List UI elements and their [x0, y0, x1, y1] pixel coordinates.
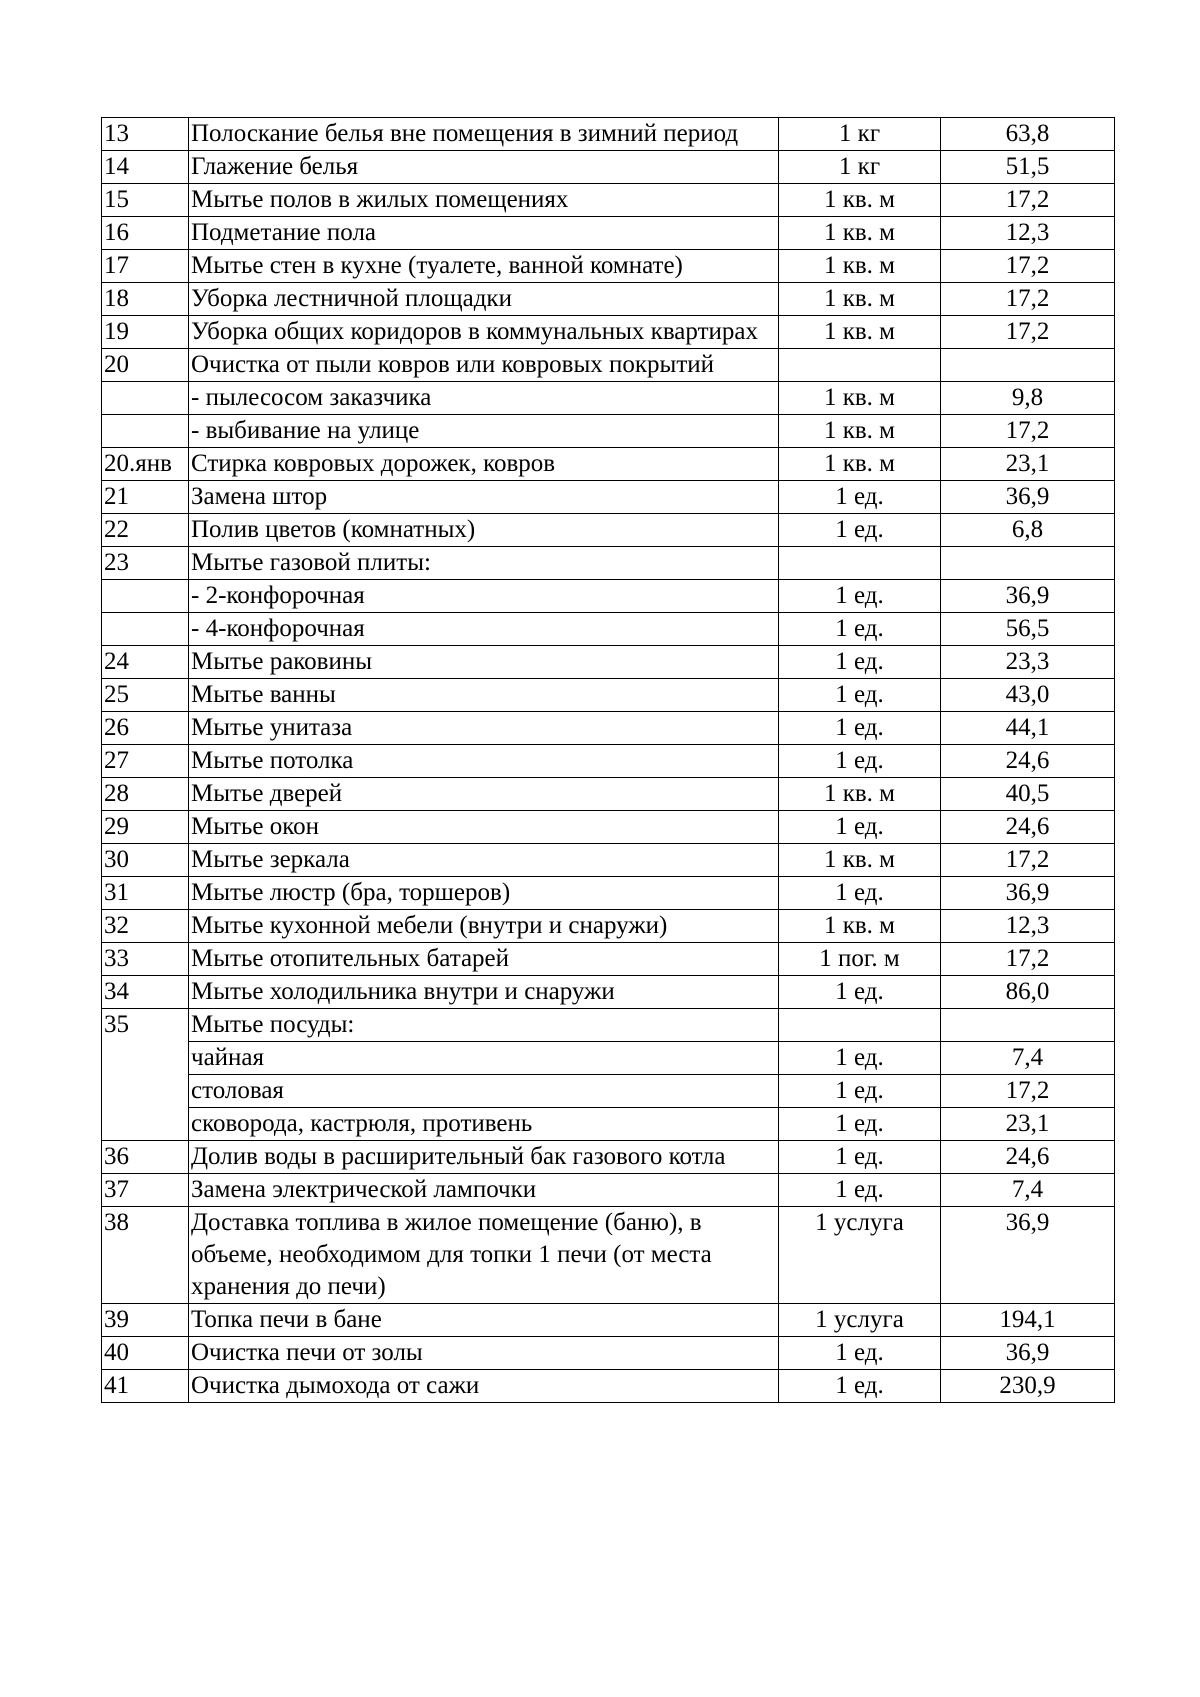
table-row [102, 1370, 1115, 1403]
unit-of-measure: 1 ед. [779, 1141, 941, 1174]
table-row [102, 910, 1115, 943]
unit-of-measure: 1 кв. м [779, 217, 941, 250]
table-row [102, 448, 1115, 481]
table-row [102, 514, 1115, 547]
table-row [102, 382, 1115, 415]
table-row [102, 118, 1115, 151]
price-value: 12,3 [941, 910, 1115, 943]
price-value: 17,2 [941, 415, 1115, 448]
price-value: 44,1 [941, 712, 1115, 745]
unit-of-measure: 1 кв. м [779, 184, 941, 217]
price-value: 17,2 [941, 844, 1115, 877]
unit-of-measure: 1 кг [779, 118, 941, 151]
price-value: 17,2 [941, 250, 1115, 283]
price-value: 86,0 [941, 976, 1115, 1009]
service-name: Топка печи в бане [189, 1304, 779, 1337]
unit-of-measure: 1 кв. м [779, 283, 941, 316]
service-name: - пылесосом заказчика [189, 382, 779, 415]
price-value: 17,2 [941, 184, 1115, 217]
service-name: Мытье зеркала [189, 844, 779, 877]
table-row [102, 1141, 1115, 1174]
table-row [102, 943, 1115, 976]
unit-of-measure [779, 547, 941, 580]
table-row [102, 679, 1115, 712]
unit-of-measure: 1 ед. [779, 1370, 941, 1403]
row-number: 32 [102, 910, 189, 943]
table-row [102, 1207, 1115, 1304]
service-name: - 4-конфорочная [189, 613, 779, 646]
unit-of-measure: 1 ед. [779, 646, 941, 679]
table-body [102, 118, 1115, 1403]
price-value: 7,4 [941, 1042, 1115, 1075]
price-value: 36,9 [941, 1207, 1115, 1304]
unit-of-measure: 1 кв. м [779, 778, 941, 811]
row-number: 41 [102, 1370, 189, 1403]
price-value: 17,2 [941, 316, 1115, 349]
service-name: столовая [189, 1075, 779, 1108]
price-value: 36,9 [941, 580, 1115, 613]
unit-of-measure: 1 кв. м [779, 250, 941, 283]
service-name: Мытье полов в жилых помещениях [189, 184, 779, 217]
service-name: - 2-конфорочная [189, 580, 779, 613]
table-row [102, 844, 1115, 877]
unit-of-measure: 1 пог. м [779, 943, 941, 976]
service-name: Глажение белья [189, 151, 779, 184]
row-number: 26 [102, 712, 189, 745]
table-row [102, 1009, 1115, 1042]
row-number: 29 [102, 811, 189, 844]
table-row [102, 316, 1115, 349]
unit-of-measure: 1 кв. м [779, 844, 941, 877]
unit-of-measure: 1 ед. [779, 745, 941, 778]
service-name: Мытье дверей [189, 778, 779, 811]
unit-of-measure: 1 кв. м [779, 382, 941, 415]
row-number: 22 [102, 514, 189, 547]
price-value: 40,5 [941, 778, 1115, 811]
table-row [102, 1304, 1115, 1337]
table-row [102, 283, 1115, 316]
unit-of-measure: 1 услуга [779, 1304, 941, 1337]
unit-of-measure: 1 ед. [779, 976, 941, 1009]
table-row [102, 580, 1115, 613]
row-number: 33 [102, 943, 189, 976]
table-row [102, 1075, 1115, 1108]
price-value: 36,9 [941, 877, 1115, 910]
row-number [102, 415, 189, 448]
table-row [102, 1108, 1115, 1141]
unit-of-measure: 1 ед. [779, 580, 941, 613]
price-value: 17,2 [941, 1075, 1115, 1108]
service-name: Мытье газовой плиты: [189, 547, 779, 580]
price-value: 7,4 [941, 1174, 1115, 1207]
table-row [102, 745, 1115, 778]
unit-of-measure: 1 ед. [779, 1042, 941, 1075]
unit-of-measure: 1 кв. м [779, 910, 941, 943]
unit-of-measure: 1 ед. [779, 679, 941, 712]
service-name: Подметание пола [189, 217, 779, 250]
table-row [102, 877, 1115, 910]
unit-of-measure: 1 ед. [779, 1108, 941, 1141]
price-value [941, 547, 1115, 580]
service-name: - выбивание на улице [189, 415, 779, 448]
row-number: 25 [102, 679, 189, 712]
row-number [102, 613, 189, 646]
price-value: 51,5 [941, 151, 1115, 184]
row-number: 27 [102, 745, 189, 778]
price-value: 17,2 [941, 283, 1115, 316]
service-name: Уборка лестничной площадки [189, 283, 779, 316]
table-row [102, 1174, 1115, 1207]
row-number: 20 [102, 349, 189, 382]
services-price-table [101, 117, 1115, 1403]
row-number: 21 [102, 481, 189, 514]
table-row [102, 646, 1115, 679]
row-number: 15 [102, 184, 189, 217]
price-value: 24,6 [941, 1141, 1115, 1174]
unit-of-measure: 1 ед. [779, 877, 941, 910]
service-name: Замена электрической лампочки [189, 1174, 779, 1207]
unit-of-measure: 1 ед. [779, 1174, 941, 1207]
unit-of-measure: 1 ед. [779, 1075, 941, 1108]
price-value: 9,8 [941, 382, 1115, 415]
price-value [941, 349, 1115, 382]
service-name: Очистка печи от золы [189, 1337, 779, 1370]
row-number: 30 [102, 844, 189, 877]
unit-of-measure: 1 ед. [779, 613, 941, 646]
price-value: 63,8 [941, 118, 1115, 151]
table-row [102, 1042, 1115, 1075]
row-number: 40 [102, 1337, 189, 1370]
service-name: сковорода, кастрюля, противень [189, 1108, 779, 1141]
price-value: 56,5 [941, 613, 1115, 646]
table-row [102, 547, 1115, 580]
row-number: 38 [102, 1207, 189, 1304]
price-value: 36,9 [941, 1337, 1115, 1370]
price-value: 43,0 [941, 679, 1115, 712]
price-value: 194,1 [941, 1304, 1115, 1337]
unit-of-measure: 1 кв. м [779, 316, 941, 349]
service-name: Доставка топлива в жилое помещение (баню), в объеме, необходимом для топки 1 печи (от места хранения до печи) [189, 1207, 779, 1304]
service-name: Стирка ковровых дорожек, ковров [189, 448, 779, 481]
service-name: Очистка от пыли ковров или ковровых покрытий [189, 349, 779, 382]
service-name: Мытье окон [189, 811, 779, 844]
row-number: 36 [102, 1141, 189, 1174]
row-number: 23 [102, 547, 189, 580]
table-row [102, 613, 1115, 646]
unit-of-measure: 1 ед. [779, 1337, 941, 1370]
service-name: Мытье отопительных батарей [189, 943, 779, 976]
service-name: Мытье ванны [189, 679, 779, 712]
price-value: 23,1 [941, 1108, 1115, 1141]
row-number: 13 [102, 118, 189, 151]
row-number: 18 [102, 283, 189, 316]
unit-of-measure: 1 ед. [779, 514, 941, 547]
service-name: чайная [189, 1042, 779, 1075]
row-number [102, 382, 189, 415]
table-row [102, 976, 1115, 1009]
row-number: 28 [102, 778, 189, 811]
row-number: 39 [102, 1304, 189, 1337]
price-value: 23,1 [941, 448, 1115, 481]
price-value: 17,2 [941, 943, 1115, 976]
price-value: 6,8 [941, 514, 1115, 547]
table-row [102, 415, 1115, 448]
service-name: Мытье потолка [189, 745, 779, 778]
table-row [102, 349, 1115, 382]
table-row [102, 778, 1115, 811]
service-name: Мытье раковины [189, 646, 779, 679]
service-name: Мытье посуды: [189, 1009, 779, 1042]
table-row [102, 712, 1115, 745]
table-row [102, 481, 1115, 514]
table-row [102, 217, 1115, 250]
service-name: Замена штор [189, 481, 779, 514]
service-name: Полоскание белья вне помещения в зимний период [189, 118, 779, 151]
row-number: 17 [102, 250, 189, 283]
row-number: 19 [102, 316, 189, 349]
unit-of-measure: 1 ед. [779, 811, 941, 844]
table-row [102, 811, 1115, 844]
table-row [102, 184, 1115, 217]
unit-of-measure: 1 ед. [779, 481, 941, 514]
row-number: 24 [102, 646, 189, 679]
row-number: 31 [102, 877, 189, 910]
service-name: Мытье стен в кухне (туалете, ванной комнате) [189, 250, 779, 283]
row-number: 14 [102, 151, 189, 184]
service-name: Уборка общих коридоров в коммунальных квартирах [189, 316, 779, 349]
row-number: 35 [102, 1009, 189, 1141]
service-name: Мытье унитаза [189, 712, 779, 745]
row-number: 37 [102, 1174, 189, 1207]
unit-of-measure: 1 ед. [779, 712, 941, 745]
price-value: 230,9 [941, 1370, 1115, 1403]
price-value: 36,9 [941, 481, 1115, 514]
table-row [102, 1337, 1115, 1370]
service-name: Очистка дымохода от сажи [189, 1370, 779, 1403]
table-row [102, 151, 1115, 184]
price-value: 24,6 [941, 745, 1115, 778]
unit-of-measure [779, 349, 941, 382]
service-name: Мытье люстр (бра, торшеров) [189, 877, 779, 910]
unit-of-measure [779, 1009, 941, 1042]
unit-of-measure: 1 кг [779, 151, 941, 184]
service-name: Долив воды в расширительный бак газового котла [189, 1141, 779, 1174]
price-value: 23,3 [941, 646, 1115, 679]
unit-of-measure: 1 кв. м [779, 448, 941, 481]
row-number: 34 [102, 976, 189, 1009]
service-name: Мытье холодильника внутри и снаружи [189, 976, 779, 1009]
price-value: 12,3 [941, 217, 1115, 250]
row-number: 20.янв [102, 448, 189, 481]
unit-of-measure: 1 кв. м [779, 415, 941, 448]
unit-of-measure: 1 услуга [779, 1207, 941, 1304]
row-number [102, 580, 189, 613]
price-value [941, 1009, 1115, 1042]
price-value: 24,6 [941, 811, 1115, 844]
service-name: Полив цветов (комнатных) [189, 514, 779, 547]
service-name: Мытье кухонной мебели (внутри и снаружи) [189, 910, 779, 943]
table-row [102, 250, 1115, 283]
row-number: 16 [102, 217, 189, 250]
